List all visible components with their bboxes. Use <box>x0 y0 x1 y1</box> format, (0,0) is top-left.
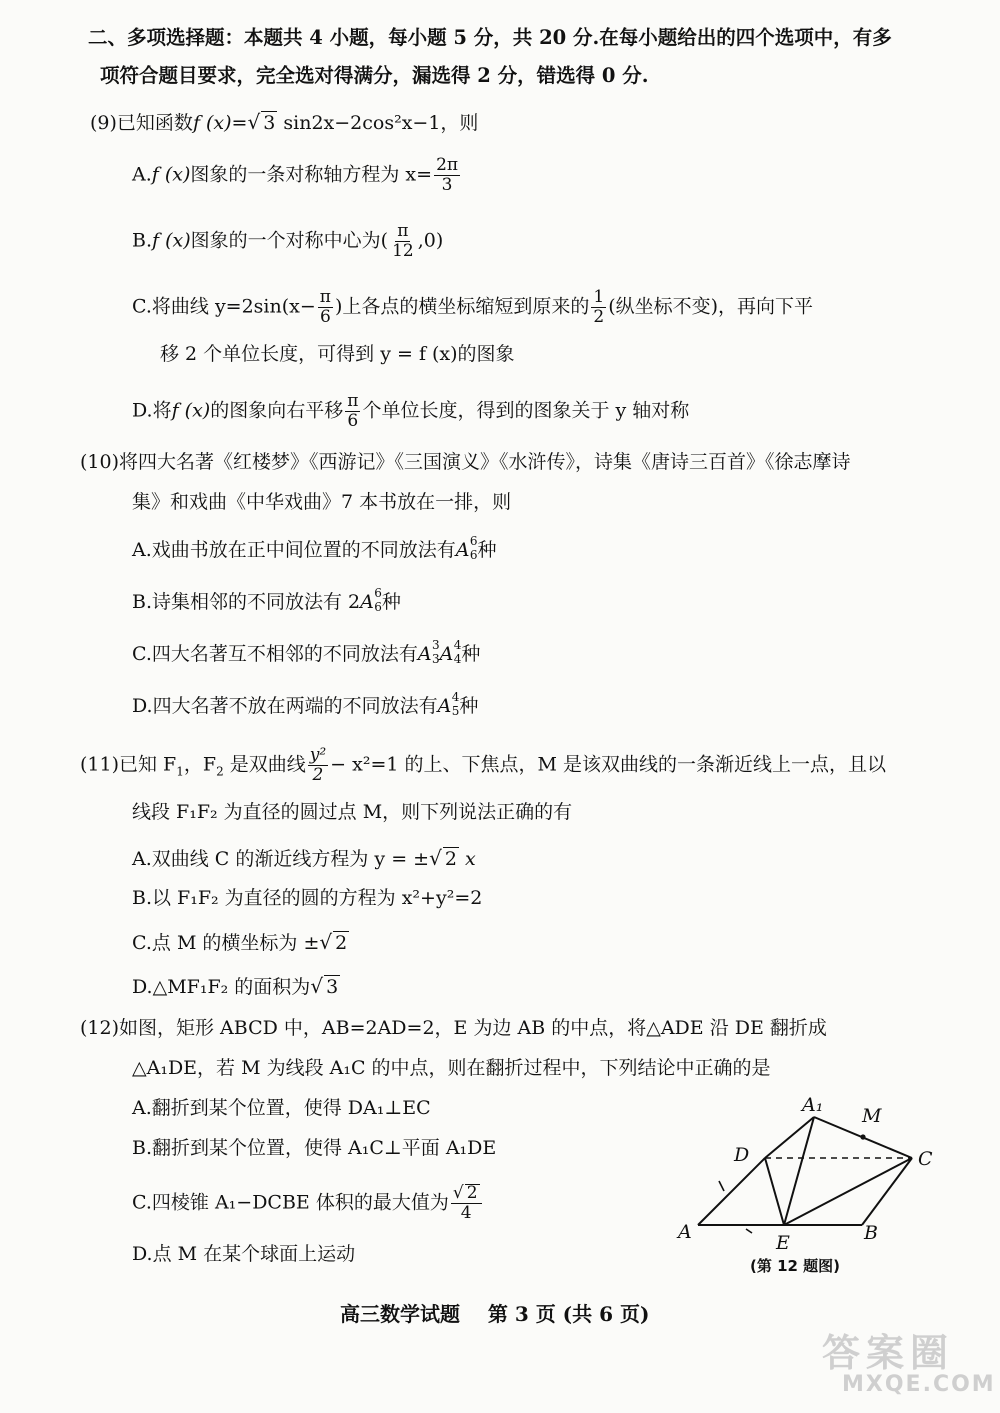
q12-figure <box>672 1085 942 1280</box>
q9-stem-pre: 已知函数 <box>116 112 193 134</box>
q9-stem: (9)已知函数f (x)=√ 3 sin2x−2cos²x−1，则 <box>90 110 479 134</box>
q12-c-fraction: $\frac{√ 2}{4}$ <box>451 1184 482 1223</box>
q9-sqrt: 3 <box>263 112 276 134</box>
q9-option-d: D.将f (x)的图象向右平移 $\frac{\pi}{6}$ 个单位长度，得到的图象关于 y 轴对称 <box>132 391 690 431</box>
label-A1: A₁ <box>802 1094 824 1116</box>
label-M: M <box>862 1105 882 1127</box>
q12-option-b: B.翻折到某个位置，使得 A₁C⊥平面 A₁DE <box>132 1137 497 1159</box>
q10-option-c: C.四大名著互不相邻的不同放法有A 3 3 A 4 4 种 <box>132 638 481 666</box>
section-header-line2: 项符合题目要求，完全选对得满分，漏选得 2 分，错选得 0 分. <box>100 64 649 87</box>
q11-option-a: A.双曲线 C 的渐近线方程为 y = ±√ 2 x <box>132 846 476 870</box>
edge-DA1 <box>765 1117 814 1158</box>
page-footer: 高三数学试题 第 3 页 (共 6 页) <box>340 1302 650 1326</box>
label-A: A <box>678 1221 692 1243</box>
q9-stem-tail: sin2x−2cos²x−1，则 <box>283 112 479 134</box>
q9-b-fraction: $\frac{\pi}{12}$ <box>392 221 414 261</box>
q11-option-c: C.点 M 的横坐标为 ±√ 2 <box>132 930 348 954</box>
label-E: E <box>776 1232 790 1254</box>
q12-line1: (12)如图，矩形 ABCD 中，AB=2AD=2，E 为边 AB 的中点，将△ADE 沿 DE 翻折成 <box>80 1017 827 1039</box>
figure-caption: (第 12 题图) <box>750 1257 841 1275</box>
q12-option-a: A.翻折到某个位置，使得 DA₁⊥EC <box>132 1097 431 1119</box>
q12-option-c: C.四棱锥 A₁−DCBE 体积的最大值为 $\frac{√ 2}{4}$ <box>132 1184 484 1223</box>
q11-option-b: B.以 F₁F₂ 为直径的圆的方程为 x²+y²=2 <box>132 887 483 909</box>
q9-c-fraction: $\frac{\pi}{6}$ <box>319 287 331 327</box>
q12-option-d: D.点 M 在某个球面上运动 <box>132 1243 356 1265</box>
q11-option-d: D.△MF₁F₂ 的面积为√ 3 <box>132 974 339 998</box>
q11-fraction: $\frac{\text{y²}}{2}$ <box>309 745 327 785</box>
q10-option-a: A.戏曲书放在正中间位置的不同放法有A 6 6 种 <box>132 534 497 562</box>
q9-option-c-line2: 移 2 个单位长度，可得到 y = f (x)的图象 <box>160 343 515 365</box>
q9-option-a: A.f (x)图象的一条对称轴方程为 x= $\frac{2\pi}{3}$ <box>132 155 459 195</box>
watermark-url: MXQE.COM <box>842 1372 996 1397</box>
q9-number: (9) <box>90 112 117 134</box>
label-D: D <box>734 1144 750 1166</box>
tick-AE <box>746 1229 752 1233</box>
q10-line2: 集》和戏曲《中华戏曲》7 本书放在一排，则 <box>132 491 512 513</box>
point-M <box>860 1134 865 1139</box>
q9-a-fraction: $\frac{2\pi}{3}$ <box>436 155 459 195</box>
q11-line2: 线段 F₁F₂ 为直径的圆过点 M，则下列说法正确的有 <box>132 801 573 823</box>
q9-fx: f (x)= <box>192 112 248 134</box>
q12-line2: △A₁DE，若 M 为线段 A₁C 的中点，则在翻折过程中，下列结论中正确的是 <box>132 1057 771 1079</box>
edge-BC <box>862 1158 912 1225</box>
section-header-line1: 二、多项选择题：本题共 4 小题，每小题 5 分，共 20 分.在每小题给出的四个选项中，有多 <box>88 26 892 49</box>
q9-option-b: B.f (x)图象的一个对称中心为( $\frac{\pi}{12}$ ,0) <box>132 221 444 261</box>
tick-AD <box>719 1181 724 1191</box>
label-C: C <box>918 1148 933 1170</box>
watermark-logo: 答案圈 <box>822 1331 955 1375</box>
q10-option-b: B.诗集相邻的不同放法有 2A 6 6 种 <box>132 586 401 614</box>
q10-line1: (10)将四大名著《红楼梦》《西游记》《三国演义》《水浒传》，诗集《唐诗三百首》《徐志摩诗 <box>80 451 851 473</box>
edge-A1E <box>784 1117 814 1225</box>
q9-d-fraction: $\frac{\pi}{6}$ <box>347 391 359 431</box>
q9-option-c: C.将曲线 y=2sin(x− $\frac{\pi}{6}$ )上各点的横坐标缩短到原来的 $\frac{1}{2}$ (纵坐标不变)，再向下平 <box>132 287 814 327</box>
edge-EC <box>784 1158 912 1225</box>
q9-c-fraction2: $\frac{1}{2}$ <box>593 287 605 327</box>
q11-stem: (11)已知 $F_1$，$F_2$ 是双曲线 $\frac{\text{y²}}{2}$ − x²=1 的上、下焦点，M 是该双曲线的一条渐近线上一点，且以 <box>80 745 887 785</box>
edge-DE <box>765 1158 784 1225</box>
label-B: B <box>864 1222 878 1244</box>
q10-option-d: D.四大名著不放在两端的不同放法有A 4 5 种 <box>132 690 479 718</box>
edge-AD <box>698 1158 765 1225</box>
